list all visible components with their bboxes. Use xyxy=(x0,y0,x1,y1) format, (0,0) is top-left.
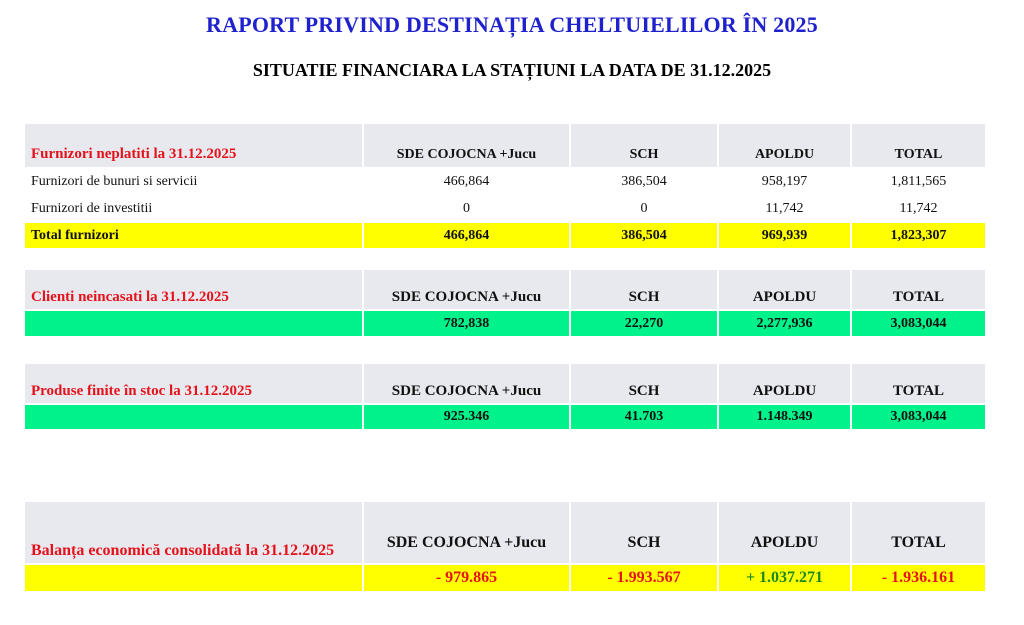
furnizori-table xyxy=(25,124,985,250)
column-header: SCH xyxy=(570,270,718,310)
column-header: APOLDU xyxy=(718,364,851,404)
produse-heading: Produse finite în stoc la 31.12.2025 xyxy=(25,364,363,404)
total-value: 386,504 xyxy=(570,222,718,249)
balanta-header-row xyxy=(25,502,985,564)
cell-value: 3,083,044 xyxy=(851,404,985,430)
cell-value: 41.703 xyxy=(570,404,718,430)
cell-value: 11,742 xyxy=(851,195,985,222)
furnizori-heading: Furnizori neplatiti la 31.12.2025 xyxy=(25,124,363,168)
cell-value: 925.346 xyxy=(363,404,570,430)
report-subtitle: SITUATIE FINANCIARA LA STAȚIUNI LA DATA DE 31.12.2025 xyxy=(252,60,772,80)
balanta-heading: Balanța economică consolidată la 31.12.2025 xyxy=(25,502,363,564)
cell-value: 958,197 xyxy=(718,168,851,195)
column-header: SDE COJOCNA +Jucu xyxy=(363,502,570,564)
total-value: 969,939 xyxy=(718,222,851,249)
column-header: APOLDU xyxy=(718,502,851,564)
cell-value: 782,838 xyxy=(363,310,570,337)
cell-value: 11,742 xyxy=(718,195,851,222)
cell-value: 0 xyxy=(570,195,718,222)
cell-value: 3,083,044 xyxy=(851,310,985,337)
column-header: TOTAL xyxy=(851,270,985,310)
total-value: 466,864 xyxy=(363,222,570,249)
column-header: SDE COJOCNA +Jucu xyxy=(363,124,570,168)
column-header: SDE COJOCNA +Jucu xyxy=(363,364,570,404)
clienti-values-row xyxy=(25,310,985,337)
total-value: 1,823,307 xyxy=(851,222,985,249)
empty-cell xyxy=(25,404,363,430)
balance-value: - 1.936.161 xyxy=(851,564,985,592)
report-title: RAPORT PRIVIND DESTINAȚIA CHELTUIELILOR ÎN 2025 xyxy=(206,12,818,37)
column-header: SCH xyxy=(570,502,718,564)
balanta-table xyxy=(25,502,985,593)
balance-value: + 1.037.271 xyxy=(718,564,851,592)
cell-value: 22,270 xyxy=(570,310,718,337)
column-header: APOLDU xyxy=(718,270,851,310)
produse-values-row xyxy=(25,404,985,430)
furnizori-header-row xyxy=(25,124,985,168)
cell-value: 466,864 xyxy=(363,168,570,195)
cell-value: 2,277,936 xyxy=(718,310,851,337)
column-header: SDE COJOCNA +Jucu xyxy=(363,270,570,310)
table-row xyxy=(25,168,985,195)
column-header: TOTAL xyxy=(851,124,985,168)
cell-value: 1.148.349 xyxy=(718,404,851,430)
produse-table xyxy=(25,364,985,431)
column-header: TOTAL xyxy=(851,502,985,564)
produse-header-row xyxy=(25,364,985,404)
total-label: Total furnizori xyxy=(25,222,363,249)
clienti-heading: Clienti neincasati la 31.12.2025 xyxy=(25,270,363,310)
balance-value: - 1.993.567 xyxy=(570,564,718,592)
column-header: SCH xyxy=(570,124,718,168)
cell-value: 1,811,565 xyxy=(851,168,985,195)
column-header: TOTAL xyxy=(851,364,985,404)
row-label: Furnizori de investitii xyxy=(25,195,363,222)
clienti-header-row xyxy=(25,270,985,310)
clienti-table xyxy=(25,270,985,338)
table-row xyxy=(25,195,985,222)
cell-value: 0 xyxy=(363,195,570,222)
balance-value: - 979.865 xyxy=(363,564,570,592)
column-header: SCH xyxy=(570,364,718,404)
total-row xyxy=(25,222,985,249)
empty-cell xyxy=(25,564,363,592)
cell-value: 386,504 xyxy=(570,168,718,195)
balanta-values-row xyxy=(25,564,985,592)
row-label: Furnizori de bunuri si servicii xyxy=(25,168,363,195)
column-header: APOLDU xyxy=(718,124,851,168)
empty-cell xyxy=(25,310,363,337)
